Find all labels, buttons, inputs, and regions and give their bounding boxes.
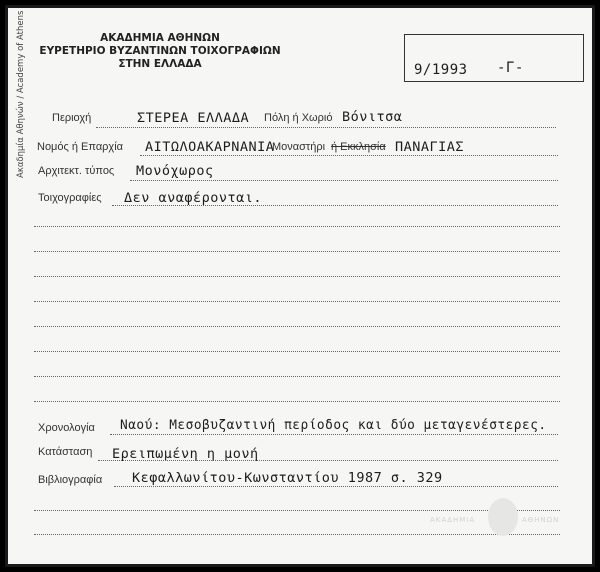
dotted-line: [112, 205, 558, 206]
dating-value: Ναού: Μεσοβυζαντινή περίοδος και δύο μεταγενέστερες.: [120, 418, 547, 433]
dotted-line: [34, 251, 560, 252]
dotted-line: [34, 510, 560, 511]
dotted-line: [34, 226, 560, 227]
condition-label: Κατάσταση: [38, 446, 93, 458]
city-value: Βόνιτσα: [342, 109, 403, 125]
arch-type-label: Αρχιτεκτ. τύπος: [38, 165, 115, 177]
watermark-text-left: ΑΚΑΔΗΜΙΑ: [430, 516, 476, 524]
dotted-line: [34, 534, 560, 535]
prefecture-label: Νομός ή Επαρχία: [37, 141, 124, 153]
arch-type-value: Μονόχωρος: [136, 163, 214, 179]
side-attribution: Ακαδημία Αθηνών / Academy of Athens: [16, 10, 26, 178]
header-line-1: ΑΚΑΔΗΜΙΑ ΑΘΗΝΩΝ: [100, 32, 220, 44]
prefecture-value: ΑΙΤΩΛΟΑΚΑΡΝΑΝΙΑ: [145, 139, 275, 155]
dotted-line: [96, 127, 556, 128]
header-line-3: ΣΤΗΝ ΕΛΛΑΔΑ: [118, 58, 202, 70]
church-label-struck: ή Εκκλησία: [331, 141, 386, 153]
watermark-emblem-icon: [488, 498, 518, 536]
dotted-line: [34, 276, 560, 277]
region-label: Περιοχή: [52, 112, 92, 124]
dotted-line: [110, 434, 558, 435]
dotted-line: [114, 486, 558, 487]
header-line-2: ΕΥΡΕΤΗΡΙΟ ΒΥΖΑΝΤΙΝΩΝ ΤΟΙΧΟΓΡΑΦΙΩΝ: [39, 45, 281, 57]
monastery-label: Μοναστήρι: [272, 141, 326, 153]
reference-number: 9/1993: [414, 62, 468, 78]
bibliography-label: Βιβλιογραφία: [38, 474, 103, 486]
church-value: ΠΑΝΑΓΙΑΣ: [395, 139, 465, 155]
dotted-line: [34, 351, 560, 352]
dotted-line: [98, 460, 558, 461]
frescoes-value: Δεν αναφέρονται.: [124, 190, 263, 206]
reference-code: -Γ-: [497, 60, 524, 76]
dotted-line: [130, 180, 558, 181]
region-value: ΣΤΕΡΕΑ ΕΛΛΑΔΑ: [137, 110, 250, 126]
dating-label: Χρονολογία: [38, 422, 95, 434]
condition-value: Ερειπωμένη η μονή: [112, 446, 259, 462]
dotted-line: [34, 376, 560, 377]
watermark-text-right: ΑΘΗΝΩΝ: [522, 516, 560, 524]
bibliography-value: Κεφαλλωνίτου-Κωνσταντίου 1987 σ. 329: [132, 470, 443, 486]
dotted-line: [34, 401, 560, 402]
city-label: Πόλη ή Χωριό: [264, 112, 333, 124]
dotted-line: [34, 326, 560, 327]
dotted-line: [140, 155, 558, 156]
dotted-line: [34, 301, 560, 302]
frescoes-label: Τοιχογραφίες: [38, 192, 102, 204]
